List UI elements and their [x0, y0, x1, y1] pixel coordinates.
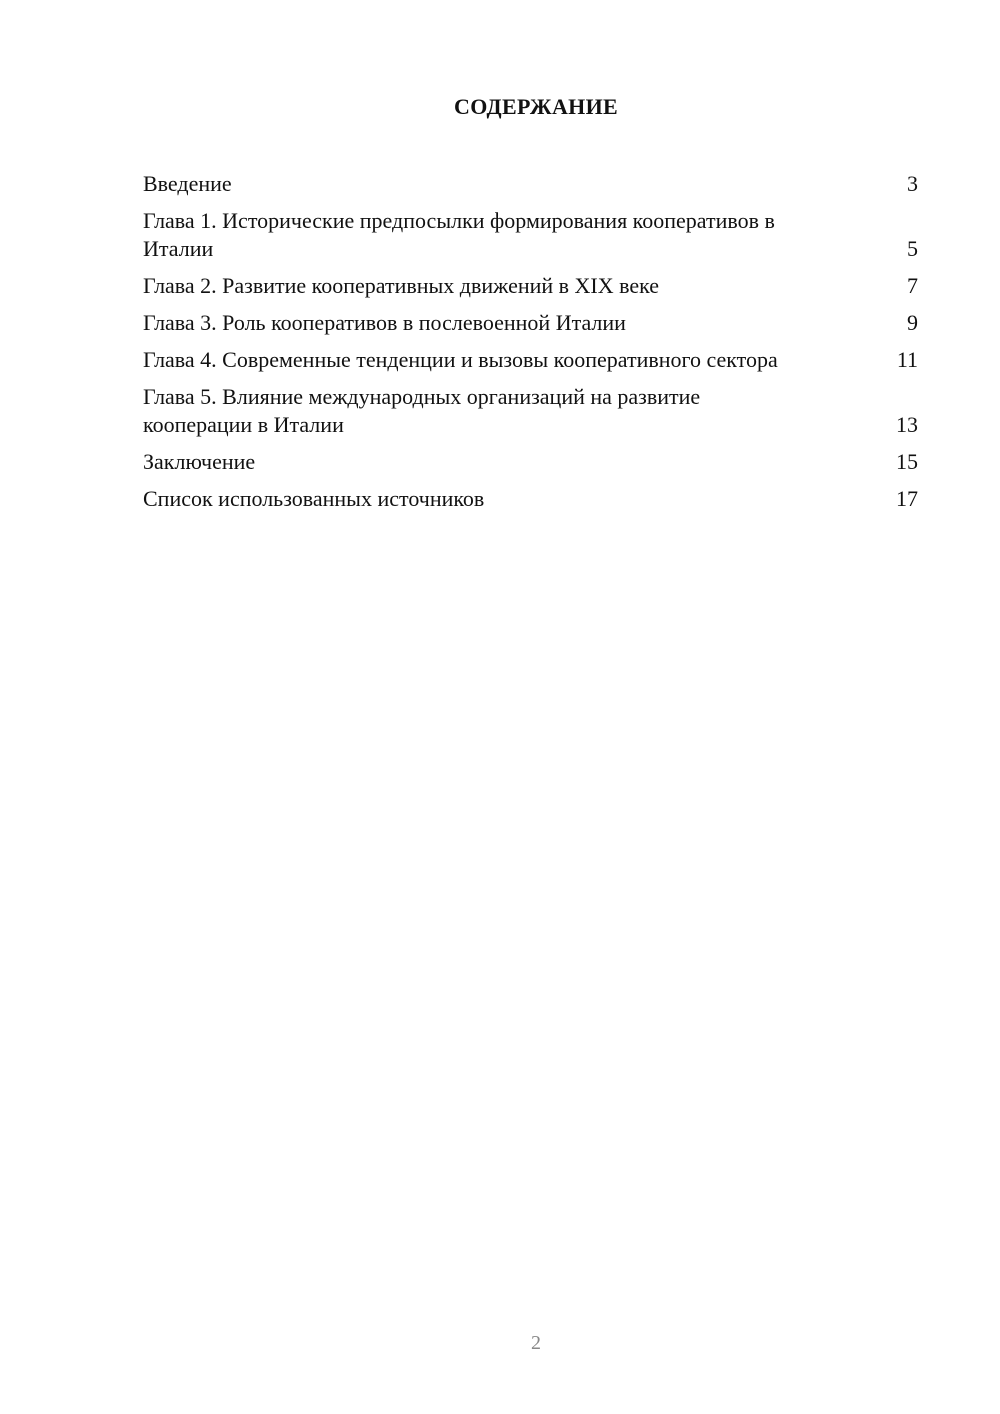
toc-entry-label: Заключение — [143, 449, 256, 474]
toc-entry-page: 3 — [907, 171, 918, 196]
toc-entry-label: Введение — [143, 171, 232, 196]
page-title: СОДЕРЖАНИЕ — [454, 94, 618, 119]
toc-entry-page: 15 — [896, 449, 918, 474]
toc-entry-label: Список использованных источников — [143, 486, 485, 511]
toc-entry-label: Глава 2. Развитие кооперативных движений в XIX веке — [143, 273, 660, 298]
toc-entry-conclusion[interactable] — [143, 448, 918, 476]
toc-entry-label: Глава 5. Влияние международных организаций на развитие кооперации в Италии — [143, 384, 701, 437]
toc-entry-label: Глава 3. Роль кооперативов в послевоенной Италии — [143, 310, 626, 335]
toc-entry-label: Глава 4. Современные тенденции и вызовы кооперативного сектора — [143, 347, 778, 372]
toc-entry-chapter-1[interactable] — [143, 207, 918, 263]
toc-entry-chapter-4[interactable] — [143, 346, 918, 374]
toc-entry-page: 13 — [896, 412, 918, 437]
toc-entry-page: 5 — [907, 236, 918, 261]
toc-entry-chapter-5[interactable] — [143, 383, 918, 439]
toc-entry-page: 9 — [907, 310, 918, 335]
toc-entry-page: 11 — [896, 347, 918, 372]
table-of-contents — [143, 170, 918, 522]
toc-entry-references[interactable] — [143, 485, 918, 513]
toc-entry-label: Глава 1. Исторические предпосылки формирования кооперативов в Италии — [143, 208, 775, 261]
toc-entry-introduction[interactable] — [143, 170, 918, 198]
page-number: 2 — [531, 1332, 541, 1354]
toc-entry-chapter-2[interactable] — [143, 272, 918, 300]
toc-entry-page: 7 — [907, 273, 918, 298]
toc-entry-page: 17 — [896, 486, 918, 511]
toc-entry-chapter-3[interactable] — [143, 309, 918, 337]
